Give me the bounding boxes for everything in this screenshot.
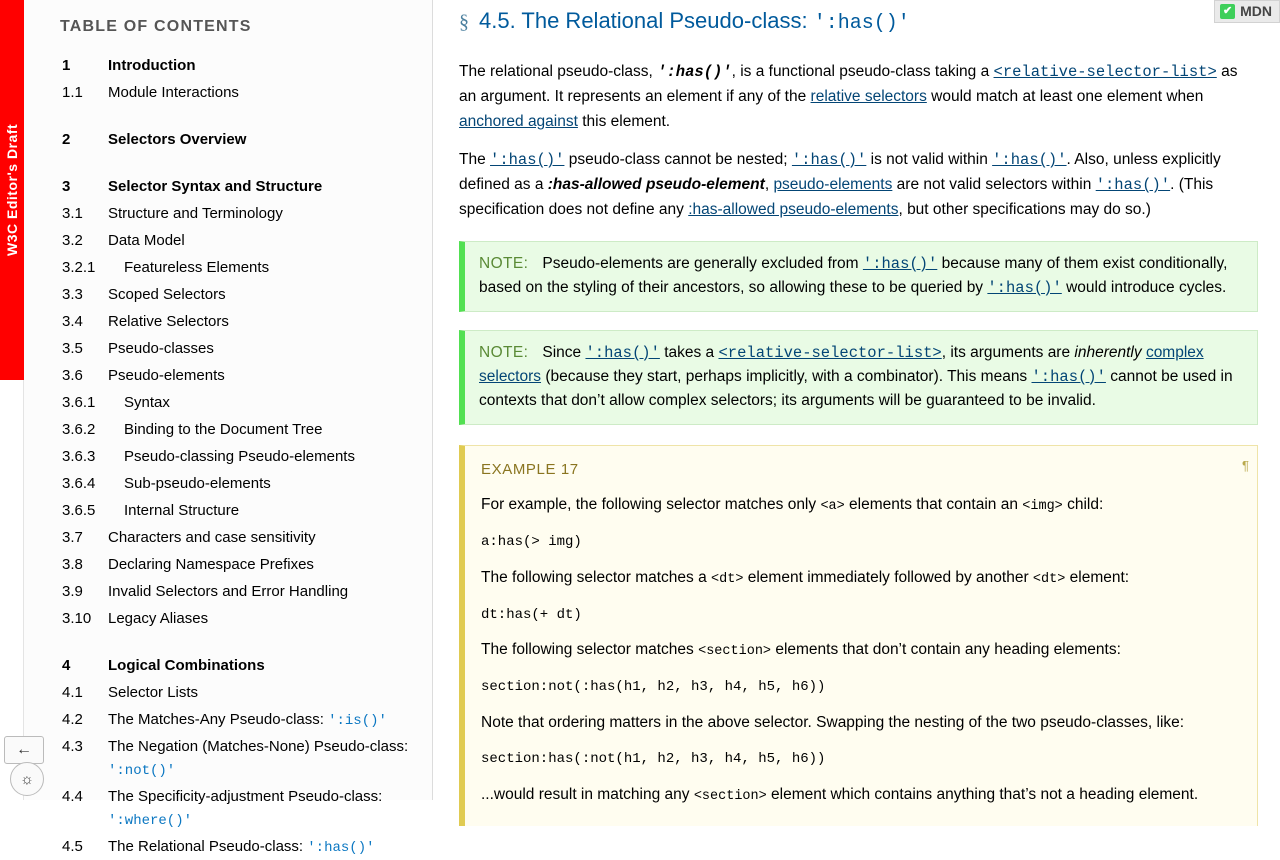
link-anchored-against[interactable]: anchored against	[459, 112, 578, 130]
toc-item[interactable]	[40, 202, 418, 227]
toc-item-number: 3.6.5	[62, 502, 96, 519]
toc-item-label[interactable]: Pseudo-classes	[108, 340, 214, 357]
code-sample-4: section:has(:not(h1, h2, h3, h4, h5, h6))	[481, 750, 826, 767]
toc-item-number: 3.1	[62, 205, 83, 222]
text: The relational pseudo-class,	[459, 63, 658, 80]
text: The following selector matches	[481, 641, 699, 659]
toc-item-label[interactable]	[108, 835, 381, 860]
toc-item-number: 3.2	[62, 232, 83, 249]
toc-item-label[interactable]: Logical Combinations	[108, 657, 265, 674]
text: For example, the following selector matches only	[481, 496, 821, 514]
toc-item-label[interactable]: Pseudo-classing Pseudo-elements	[124, 448, 355, 465]
mdn-badge[interactable]	[1214, 0, 1280, 23]
toc-item[interactable]	[40, 391, 418, 416]
toc-item[interactable]	[40, 128, 418, 153]
element-img: <img>	[1022, 499, 1063, 515]
text: pseudo-class cannot be nested;	[564, 151, 792, 169]
toc-label-code[interactable]: ':where()'	[108, 813, 193, 830]
toc-item-label[interactable]: Selector Lists	[108, 684, 199, 701]
text: would match at least one element when	[926, 87, 1204, 105]
toc-item-number: 3.8	[62, 556, 83, 573]
element-section-1: <section>	[698, 644, 772, 660]
example-paragraph-1	[481, 493, 1243, 518]
toc-item-label[interactable]: Scoped Selectors	[108, 286, 226, 303]
toc-item[interactable]	[40, 735, 418, 783]
text: , its arguments are	[941, 343, 1075, 361]
toc-item-label[interactable]	[108, 785, 418, 833]
section-anchor-icon[interactable]: §	[459, 11, 469, 33]
toc-item-label[interactable]: Legacy Aliases	[108, 610, 209, 627]
text: element immediately followed by another	[743, 568, 1033, 586]
example-paragraph-5	[481, 783, 1243, 808]
code-sample-3: section:not(:has(h1, h2, h3, h4, h5, h6))	[481, 679, 826, 696]
text: . Also, unless explicitly defined as a	[459, 151, 1221, 194]
toc-item-label[interactable]: Declaring Namespace Prefixes	[108, 556, 314, 573]
element-a: <a>	[820, 499, 845, 515]
section-heading-row	[459, 0, 1258, 46]
toc-item[interactable]	[40, 835, 418, 860]
link-pseudo-elements[interactable]: pseudo-elements	[773, 176, 893, 194]
link-relative-selector-list-note[interactable]: <relative-selector-list>	[718, 343, 942, 362]
toc-item-number: 4.3	[62, 738, 83, 755]
link-relative-selector-list[interactable]: <relative-selector-list>	[993, 63, 1217, 81]
toc-item-label[interactable]: Selector Syntax and Structure	[108, 178, 323, 195]
note-label: NOTE:	[479, 254, 529, 272]
floating-controls[interactable]	[4, 736, 48, 796]
toc-item-label[interactable]: Structure and Terminology	[108, 205, 283, 222]
toc-item-label[interactable]: Internal Structure	[124, 502, 240, 519]
toc-item[interactable]	[40, 337, 418, 362]
text: elements that contain an	[844, 496, 1023, 514]
toc-item-number: 3	[62, 178, 71, 195]
text: would introduce cycles.	[1061, 278, 1227, 296]
toc-item[interactable]	[40, 54, 418, 79]
toc-item-number: 3.2.1	[62, 259, 96, 276]
text: The following selector matches a	[481, 568, 712, 586]
toc-item-number: 3.4	[62, 313, 83, 330]
toc-item[interactable]	[40, 785, 418, 833]
arrow-left-icon: ←	[16, 741, 32, 758]
table-of-contents[interactable]	[24, 0, 433, 856]
toc-item[interactable]	[40, 553, 418, 578]
text: because many of them exist conditionally, based on the styling of their ancestors, so allowing these to be queried by	[479, 254, 1228, 296]
toc-item[interactable]	[40, 607, 418, 632]
toc-item[interactable]	[40, 445, 418, 470]
text: Since	[542, 343, 586, 361]
link-relative-selectors[interactable]: relative selectors	[810, 87, 927, 105]
text: The	[459, 151, 491, 169]
toc-item[interactable]	[40, 499, 418, 524]
toc-item[interactable]	[40, 472, 418, 497]
toc-item-number: 3.6	[62, 367, 83, 384]
toc-item-label[interactable]: Module Interactions	[108, 84, 239, 101]
toc-item-label[interactable]: Selectors Overview	[108, 131, 247, 148]
toc-spacer	[40, 108, 418, 126]
text: as an argument. It represents an element if any of the	[459, 63, 1238, 105]
toc-label-text: The Matches-Any Pseudo-class:	[108, 711, 329, 728]
toc-item-label[interactable]: Sub-pseudo-elements	[124, 475, 271, 492]
toc-item-number: 4.4	[62, 787, 83, 805]
code-sample-2: dt:has(+ dt)	[481, 606, 582, 623]
text: cannot be used in contexts that don’t allow complex selectors; its arguments will be guaranteed to be invalid.	[479, 367, 1233, 409]
toc-item-number: 3.6.3	[62, 448, 96, 465]
text: (because they start, perhaps implicitly, with a combinator). This means	[541, 367, 1032, 385]
page-title	[479, 0, 910, 46]
element-section-2: <section>	[693, 788, 767, 804]
toc-label-text: The Specificity-adjustment Pseudo-class:	[108, 787, 383, 805]
toc-item-label[interactable]	[108, 708, 393, 733]
main-content	[433, 0, 1280, 804]
mdn-label: MDN	[1240, 3, 1272, 19]
toc-item[interactable]	[40, 708, 418, 733]
spine-label: W3C Editor's Draft	[4, 123, 20, 257]
text: element:	[1065, 568, 1130, 586]
toc-label-code[interactable]: ':is()'	[328, 713, 387, 729]
toc-item-label[interactable]: Introduction	[108, 57, 196, 74]
toc-list[interactable]	[40, 54, 418, 860]
toc-item-number: 1	[62, 57, 71, 74]
link-has-1[interactable]: ':has()'	[490, 151, 565, 170]
toc-item-number: 3.7	[62, 529, 83, 546]
toc-item-number: 2	[62, 131, 71, 148]
toc-item[interactable]	[40, 526, 418, 551]
has-allowed-pseudo-element-emphasis: :has-allowed pseudo-element	[547, 176, 765, 194]
back-button[interactable]	[4, 736, 44, 764]
element-dt-2: <dt>	[1032, 571, 1066, 587]
text: elements that don’t contain any heading elements:	[771, 641, 1121, 659]
toc-label-text: The Relational Pseudo-class:	[108, 837, 308, 855]
link-complex-selectors[interactable]: complex selectors	[479, 343, 1204, 385]
toc-item[interactable]	[40, 310, 418, 335]
example-paragraph-3	[481, 638, 1243, 663]
toc-item-label[interactable]	[108, 735, 418, 783]
toc-spacer	[40, 155, 418, 173]
paragraph-definition	[459, 60, 1258, 134]
heading-prefix: 4.5. The Relational Pseudo-class:	[479, 8, 814, 33]
link-has-note2-1[interactable]: ':has()'	[585, 343, 660, 362]
toc-spacer	[40, 634, 418, 652]
toc-item-label[interactable]: Characters and case sensitivity	[108, 529, 316, 546]
note-pseudo-elements-excluded	[459, 241, 1258, 312]
link-has-allowed-pseudo-elements[interactable]: :has-allowed pseudo-elements	[688, 200, 899, 218]
link-has-4[interactable]: ':has()'	[1095, 176, 1171, 195]
text: takes a	[659, 343, 719, 361]
toc-item[interactable]	[40, 364, 418, 389]
toc-item-number: 3.6.4	[62, 475, 96, 492]
code-sample-1: a:has(> img)	[481, 534, 582, 551]
toc-item-number: 3.10	[62, 610, 92, 627]
toc-item-number: 3.6.2	[62, 421, 96, 438]
sun-icon: ☼	[20, 770, 34, 788]
toc-item-label[interactable]: Syntax	[124, 394, 170, 411]
pilcrow-icon[interactable]: ¶	[1242, 457, 1249, 473]
text: . (This specification does not define any	[459, 176, 1214, 218]
text: ...would result in matching any	[481, 785, 694, 803]
toc-item-number: 3.5	[62, 340, 83, 357]
link-has-note2-2[interactable]: ':has()'	[1031, 367, 1106, 386]
toc-label-code[interactable]: ':not()'	[108, 763, 176, 780]
toc-item-number: 4	[62, 657, 71, 674]
text: , but other specifications may do so.)	[898, 200, 1151, 218]
text: child:	[1062, 496, 1104, 514]
note-label: NOTE:	[479, 343, 529, 361]
example-block-17	[459, 445, 1258, 826]
element-dt-1: <dt>	[711, 571, 744, 587]
link-has-note1-1[interactable]: ':has()'	[862, 254, 938, 273]
toc-item[interactable]	[40, 580, 418, 605]
toc-item[interactable]	[40, 681, 418, 706]
toc-item-label[interactable]: Data Model	[108, 232, 185, 249]
toc-item-number: 4.5	[62, 837, 83, 855]
toc-label-text: The Negation (Matches-None) Pseudo-class:	[108, 738, 409, 755]
example-paragraph-2	[481, 566, 1243, 591]
toc-item-label[interactable]: Binding to the Document Tree	[124, 421, 323, 438]
toc-item-number: 4.2	[62, 711, 83, 728]
toc-item-number: 3.3	[62, 286, 83, 303]
text: is not valid within	[866, 151, 993, 169]
note-complex-selectors	[459, 330, 1258, 425]
example-title: EXAMPLE 17	[481, 460, 579, 478]
toc-item-label[interactable]: Pseudo-elements	[108, 367, 225, 384]
heading-code: ':has()'	[813, 12, 910, 35]
link-has-2[interactable]: ':has()'	[791, 151, 867, 170]
inherently-emphasis: inherently	[1074, 343, 1142, 361]
toc-item-number: 3.6.1	[62, 394, 96, 411]
toc-item[interactable]	[40, 81, 418, 106]
editors-draft-spine	[0, 0, 24, 800]
theme-toggle-button[interactable]	[10, 762, 44, 796]
text: ,	[764, 176, 774, 194]
has-pseudo-emphasis: ':has()'	[657, 63, 732, 81]
check-icon: ✔	[1220, 4, 1235, 19]
toc-item-label[interactable]: Featureless Elements	[124, 259, 270, 276]
example-paragraph-4: Note that ordering matters in the above selector. Swapping the nesting of the two pseudo-classes, like:	[481, 713, 1185, 731]
toc-item-number: 4.1	[62, 684, 83, 701]
toc-label-code[interactable]: ':has()'	[307, 839, 375, 856]
text: this element.	[577, 112, 671, 130]
text: Pseudo-elements are generally excluded from	[542, 254, 863, 272]
toc-title: TABLE OF CONTENTS	[60, 18, 252, 35]
paragraph-nesting-rules	[459, 148, 1258, 222]
text: element which contains anything that’s not a heading element.	[766, 785, 1199, 803]
toc-item[interactable]	[40, 654, 418, 679]
toc-item-label[interactable]: Invalid Selectors and Error Handling	[108, 583, 349, 600]
toc-item[interactable]	[40, 256, 418, 281]
toc-item[interactable]	[40, 418, 418, 443]
toc-item[interactable]	[40, 175, 418, 200]
text: are not valid selectors within	[892, 176, 1096, 194]
toc-item-label[interactable]: Relative Selectors	[108, 313, 229, 330]
toc-item-number: 1.1	[62, 84, 83, 101]
text: , is a functional pseudo-class taking a	[731, 63, 994, 80]
link-has-note1-2[interactable]: ':has()'	[987, 278, 1062, 297]
toc-item[interactable]	[40, 283, 418, 308]
toc-item[interactable]	[40, 229, 418, 254]
link-has-3[interactable]: ':has()'	[992, 151, 1067, 170]
toc-item-number: 3.9	[62, 583, 83, 600]
